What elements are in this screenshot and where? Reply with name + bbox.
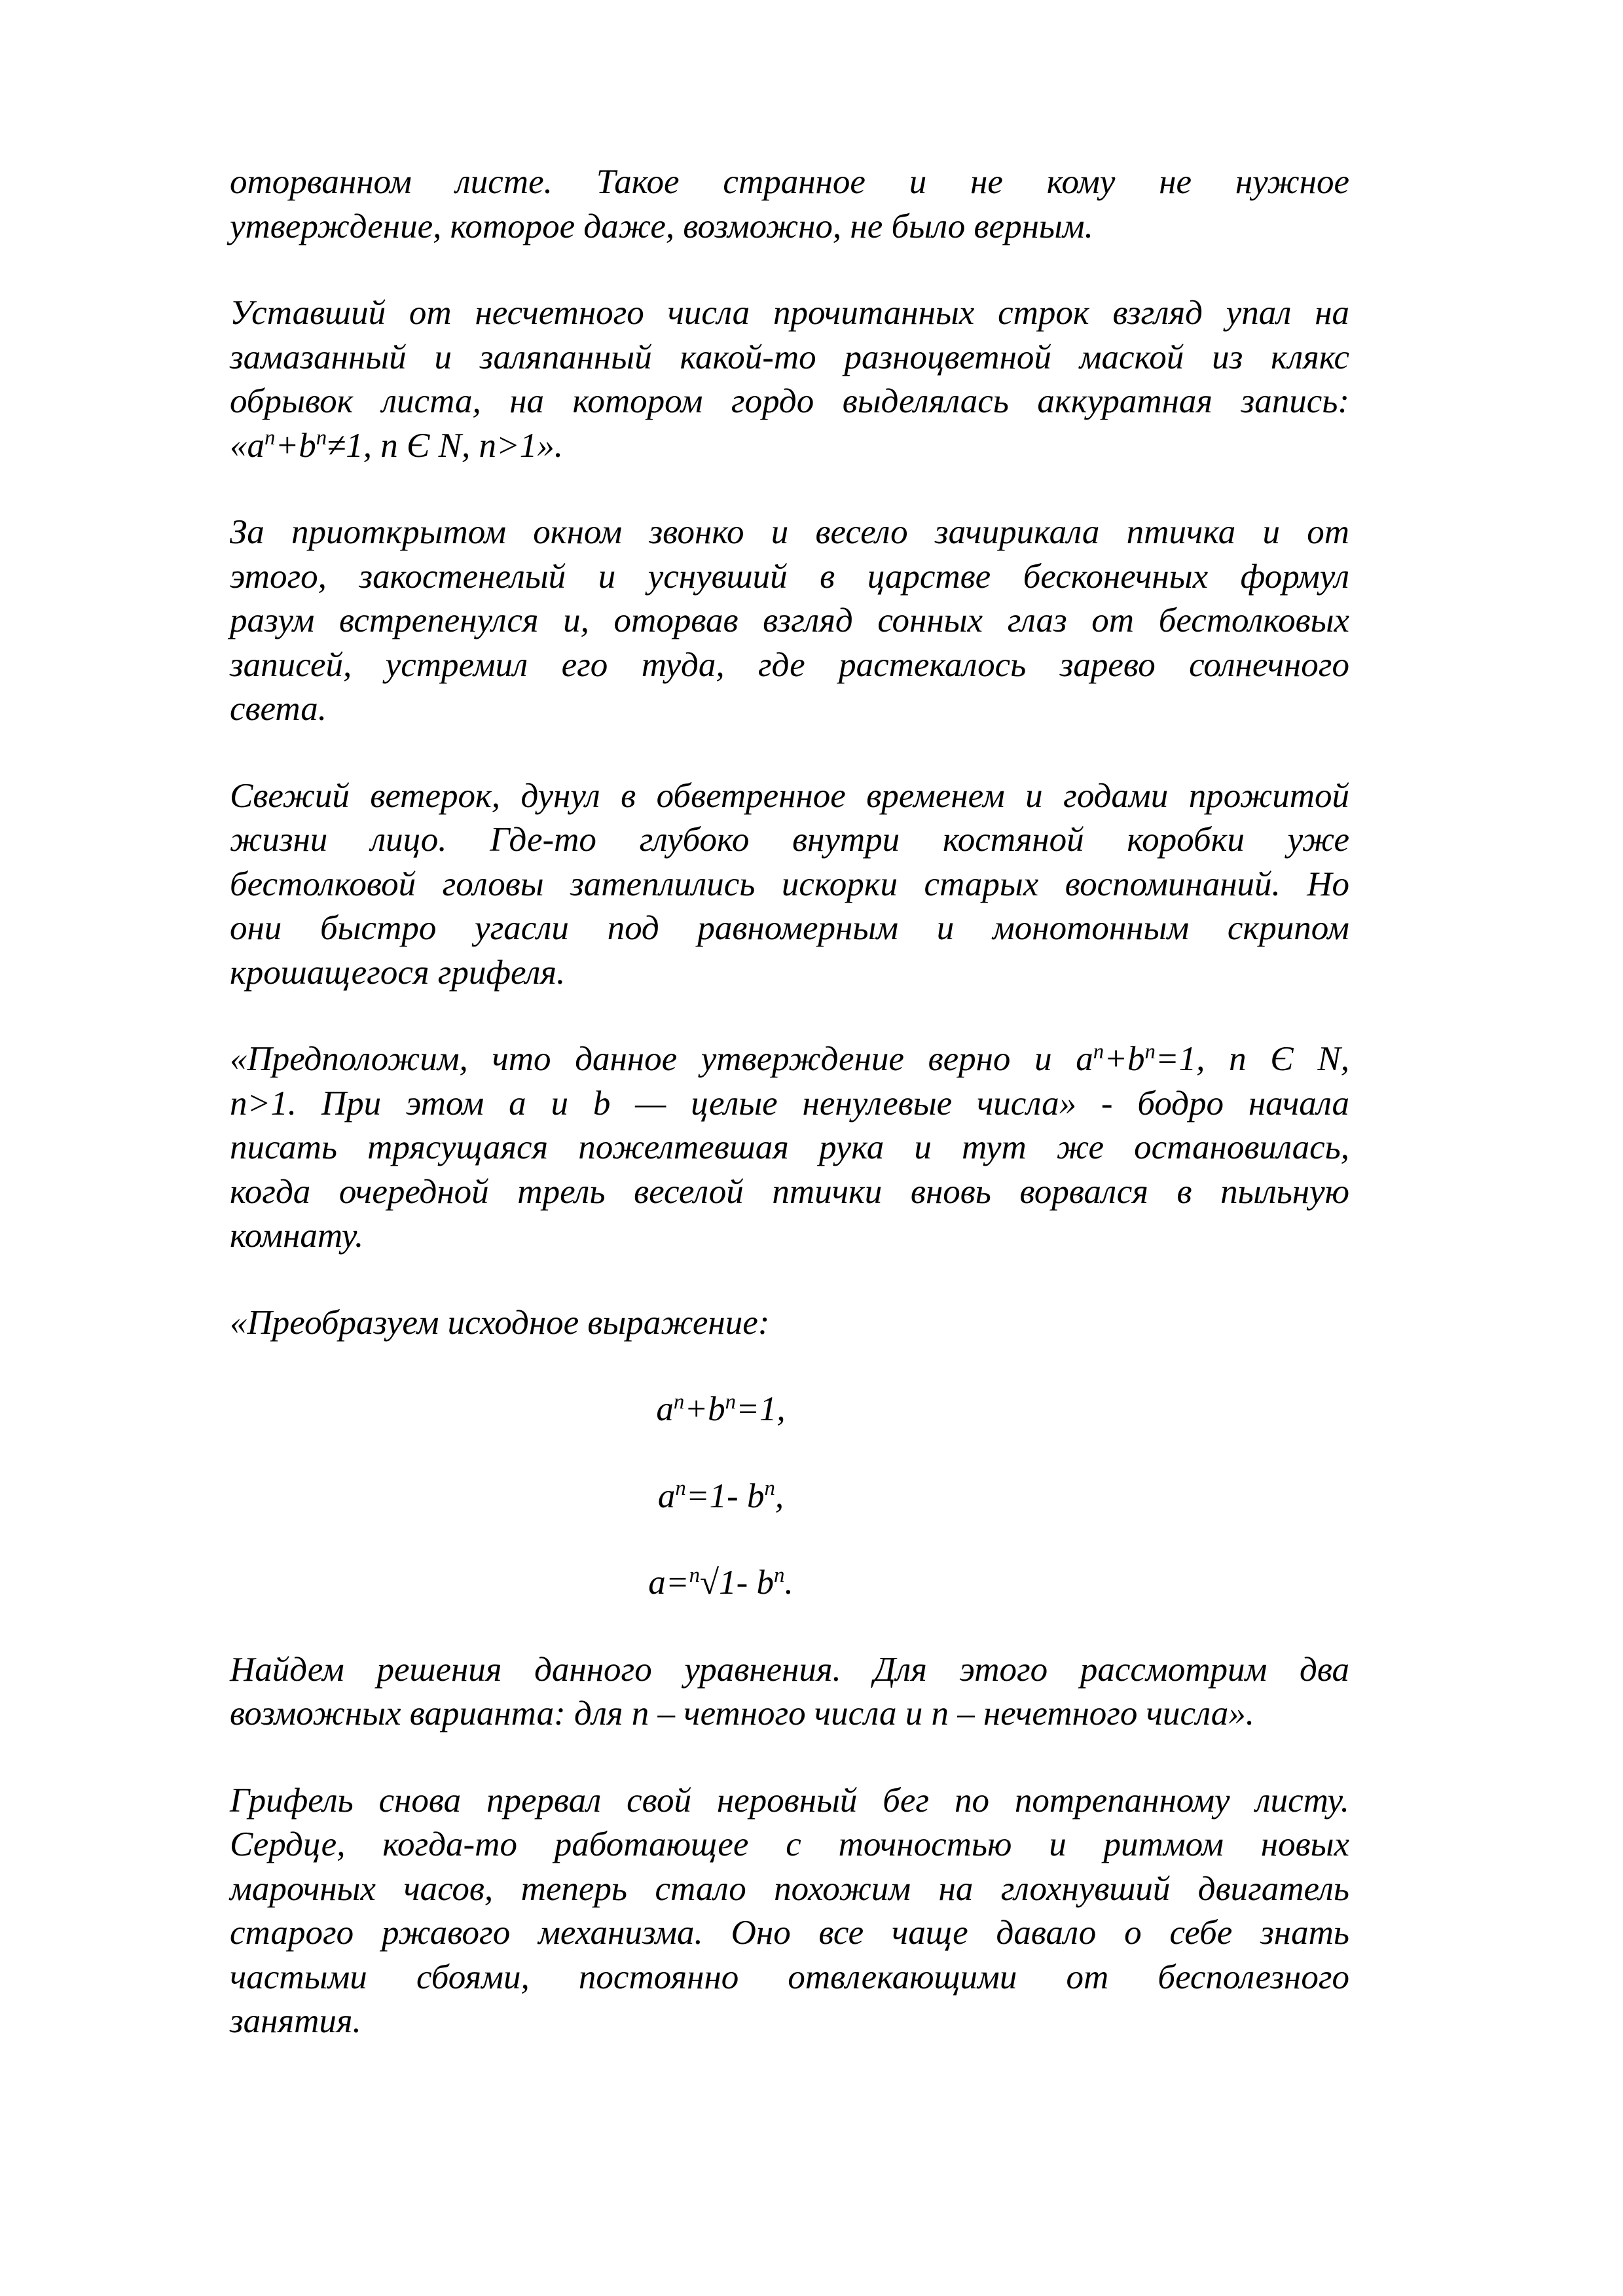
text-line: света. — [230, 690, 327, 728]
text-column — [230, 160, 1349, 2044]
paragraph — [230, 1779, 1349, 2044]
text-line: комнату. — [230, 1217, 364, 1255]
text-line: обрывок листа, на котором гордо выделялась аккуратная запись: — [230, 382, 1349, 420]
text-line: За приоткрытом окном звонко и весело зачирикала птичка и от — [230, 513, 1349, 551]
paragraph — [230, 511, 1349, 732]
text-line: утверждение, которое даже, возможно, не было верным. — [230, 207, 1093, 245]
text-line: Сердце, когда-то работающее с точностью и ритмом новых — [230, 1825, 1349, 1863]
text-line: бестолковой головы затеплились искорки старых воспоминаний. Но — [230, 865, 1349, 903]
text-line: «$a^n+b^n\ne 1$, n Є N, n>1». — [230, 426, 564, 465]
text-line: n>1. При этом а и b — целые ненулевые числа» - бодро начала — [230, 1084, 1349, 1122]
text-line: записей, устремил его туда, где растекалось зарево солнечного — [230, 645, 1349, 684]
formula-line: a=$^n$√1- $b^n$. — [648, 1563, 793, 1602]
formula-line: $a^n=1-$ $b^n$, — [657, 1477, 784, 1515]
text-line: Свежий ветерок, дунул в обветренное временем и годами прожитой — [230, 776, 1349, 815]
text-line: крошащегося грифеля. — [230, 953, 566, 992]
text-line: замазанный и заляпанный какой-то разноцветной маской из клякс — [230, 338, 1349, 376]
text-line: возможных варианта: для n – четного числа и n – нечетного числа». — [230, 1695, 1255, 1732]
text-line: «Предположим, что данное утверждение верно и $a^n+b^n=1$, n Є N, — [230, 1039, 1349, 1078]
text-line: писать трясущаяся пожелтевшая рука и тут же остановилась, — [230, 1128, 1349, 1166]
text-line: старого ржавого механизма. Оно все чаще давало о себе знать — [230, 1914, 1349, 1952]
text-line: занятия. — [230, 2002, 361, 2040]
paragraph — [230, 1648, 1349, 1736]
display-formula — [230, 1475, 1212, 1519]
text-line: Уставший от несчетного числа прочитанных строк взгляд упал на — [230, 294, 1349, 332]
text-line: оторванном листе. Такое странное и не кому не нужное — [230, 163, 1349, 201]
display-formula — [230, 1388, 1212, 1432]
text-line: когда очередной трель веселой птички вновь ворвался в пыльную — [230, 1172, 1349, 1211]
display-formula — [230, 1561, 1212, 1605]
formula-line: $a^n+b^n=1$, — [656, 1390, 786, 1428]
text-line: марочных часов, теперь стало похожим на глохнувший двигатель — [230, 1869, 1349, 1908]
paragraph — [230, 160, 1349, 249]
text-line: «Преобразуем исходное выражение: — [230, 1303, 770, 1342]
paragraph — [230, 1037, 1349, 1259]
paragraph — [230, 774, 1349, 996]
paragraph — [230, 291, 1349, 468]
text-line: Грифель снова прервал свой неровный бег по потрепанному листу. — [230, 1781, 1349, 1820]
text-line: Найдем решения данного уравнения. Для этого рассмотрим два — [230, 1650, 1349, 1689]
text-line: частыми сбоями, постоянно отвлекающими от бесполезного — [230, 1958, 1349, 1996]
paragraph — [230, 1301, 1349, 1346]
text-line: этого, закостенелый и уснувший в царстве бесконечных формул — [230, 557, 1349, 596]
text-line: жизни лицо. Где-то глубоко внутри костяной коробки уже — [230, 821, 1349, 859]
text-line: они быстро угасли под равномерным и монотонным скрипом — [230, 909, 1349, 947]
text-line: разум встрепенулся и, оторвав взгляд сонных глаз от бестолковых — [230, 601, 1349, 639]
